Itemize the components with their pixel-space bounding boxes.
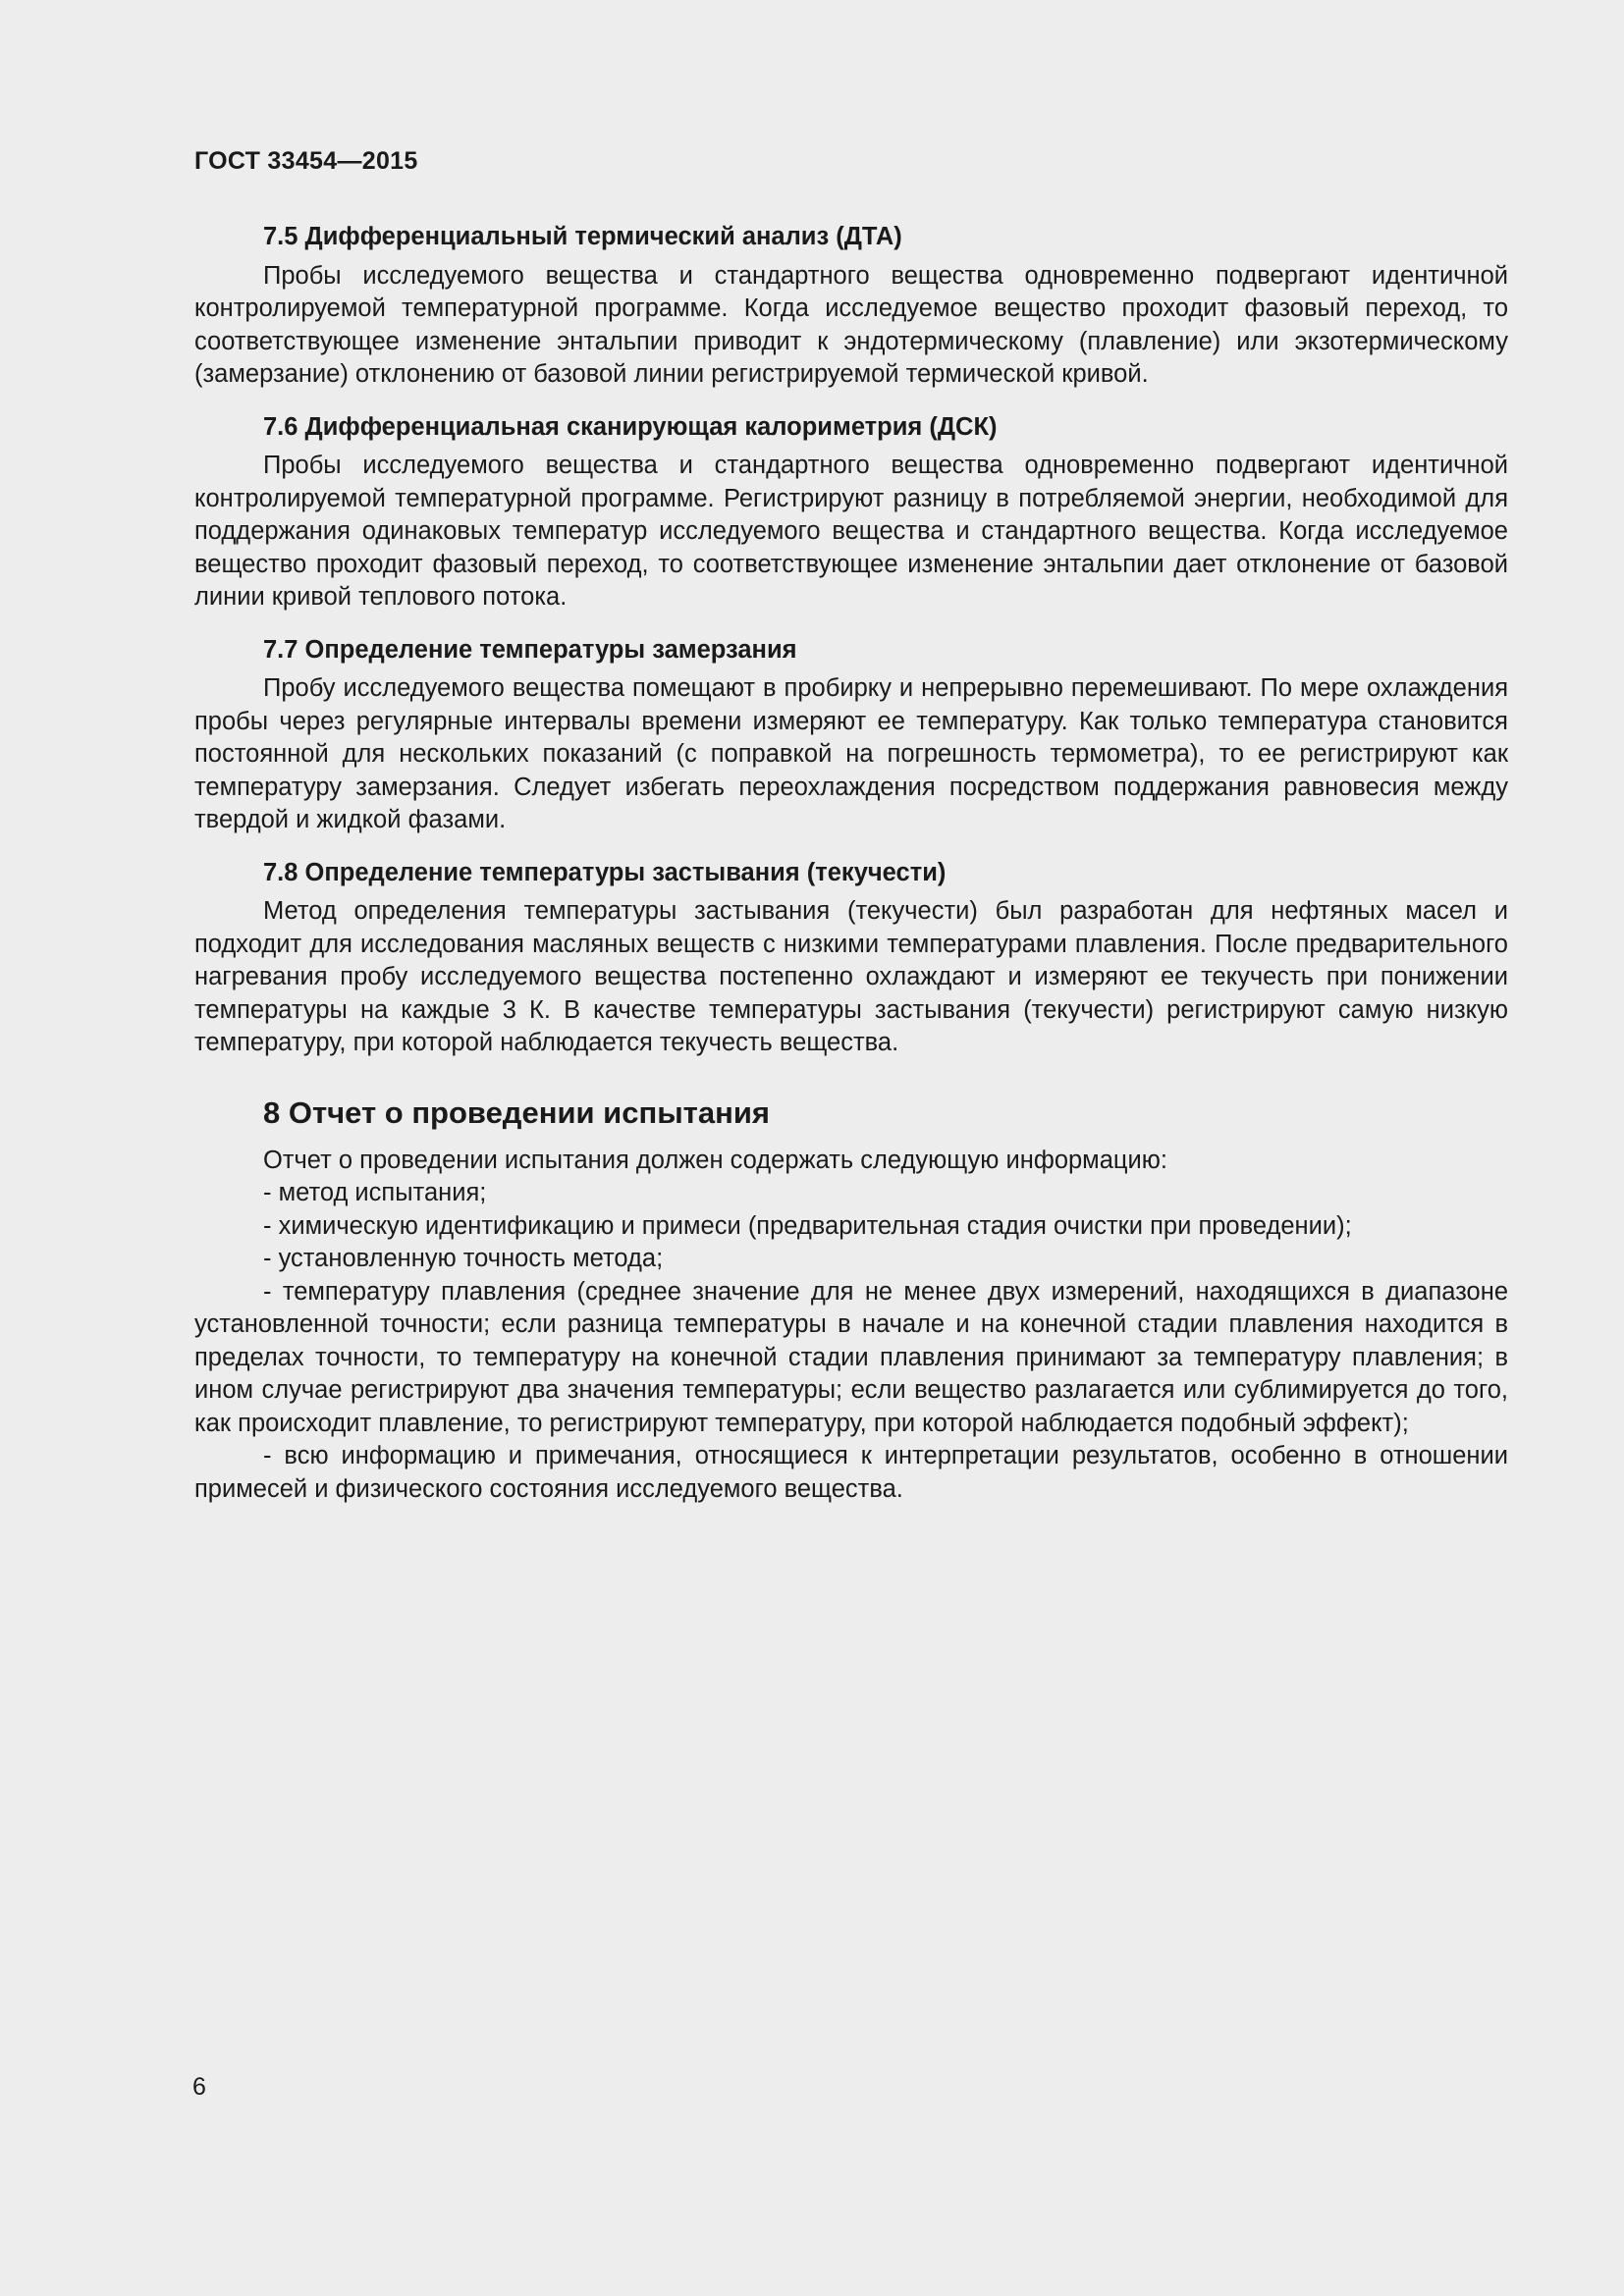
section-8-intro: Отчет о проведении испытания должен содержать следующую информацию: bbox=[263, 1146, 1167, 1174]
page-body bbox=[194, 221, 1508, 1506]
section-7-8-heading: 7.8 Определение температуры застывания (текучести) bbox=[263, 858, 947, 886]
section-7-7-paragraph: Пробу исследуемого вещества помещают в пробирку и непрерывно перемешивают. По мере охлаждения пробы через регулярные интервалы времени измеряют ее температуру. Как только температура становится постоянной для нескольких показаний (с поправкой на погрешность термометра), то ее регистрируют как температуру замерзания. Следует избегать переохлаждения посредством поддержания равновесия между твердой и жидкой фазами. bbox=[194, 674, 1508, 833]
section-8-heading: 8 Отчет о проведении испытания bbox=[263, 1095, 770, 1130]
list-item: - химическую идентификацию и примеси (предварительная стадия очистки при проведении); bbox=[263, 1211, 1352, 1240]
list-item: - температуру плавления (среднее значение для не менее двух измерений, находящихся в диапазоне установленной точности; если разница температуры в начале и на конечной стадии плавления находится в пределах точности, то температуру на конечной стадии плавления принимают за температуру плавления; в ином случае регистрируют два значения температуры; если вещество разлагается или сублимируется до того, как происходит плавление, то регистрируют температуру, при которой наблюдается подобный эффект); bbox=[194, 1277, 1508, 1437]
page-number: 6 bbox=[192, 2073, 206, 2101]
section-7-5-heading: 7.5 Дифференциальный термический анализ (ДТА) bbox=[263, 223, 902, 250]
list-item: - всю информацию и примечания, относящиеся к интерпретации результатов, особенно в отношении примесей и физического состояния исследуемого вещества. bbox=[194, 1442, 1508, 1503]
section-7-6-paragraph: Пробы исследуемого вещества и стандартного вещества одновременно подвергают идентичной контролируемой температурной программе. Регистрируют разницу в потребляемой энергии, необходимой для поддержания одинаковых температур исследуемого вещества и стандартного вещества. Когда исследуемое вещество проходит фазовый переход, то соответствующее изменение энтальпии дает отклонение от базовой линии кривой теплового потока. bbox=[194, 452, 1508, 611]
list-item: - установленную точность метода; bbox=[263, 1245, 664, 1272]
list-item: - метод испытания; bbox=[263, 1179, 487, 1206]
section-7-7-heading: 7.7 Определение температуры замерзания bbox=[263, 635, 797, 664]
section-7-8-paragraph: Метод определения температуры застывания (текучести) был разработан для нефтяных масел и подходит для исследования масляных веществ с низкими температурами плавления. После предварительного нагревания пробу исследуемого вещества постепенно охлаждают и измеряют ее текучесть при понижении температуры на каждые 3 К. В качестве температуры застывания (текучести) регистрируют самую низкую температуру, при которой наблюдается текучесть вещества. bbox=[194, 897, 1508, 1056]
section-7-6-heading: 7.6 Дифференциальная сканирующая калориметрия (ДСК) bbox=[263, 412, 998, 441]
section-7-5-paragraph: Пробы исследуемого вещества и стандартного вещества одновременно подвергают идентичной контролируемой температурной программе. Когда исследуемое вещество проходит фазовый переход, то соответствующее изменение энтальпии приводит к эндотермическому (плавление) или экзотермическому (замерзание) отклонению от базовой линии регистрируемой термической кривой. bbox=[194, 261, 1508, 388]
standard-code-header: ГОСТ 33454—2015 bbox=[194, 147, 418, 175]
